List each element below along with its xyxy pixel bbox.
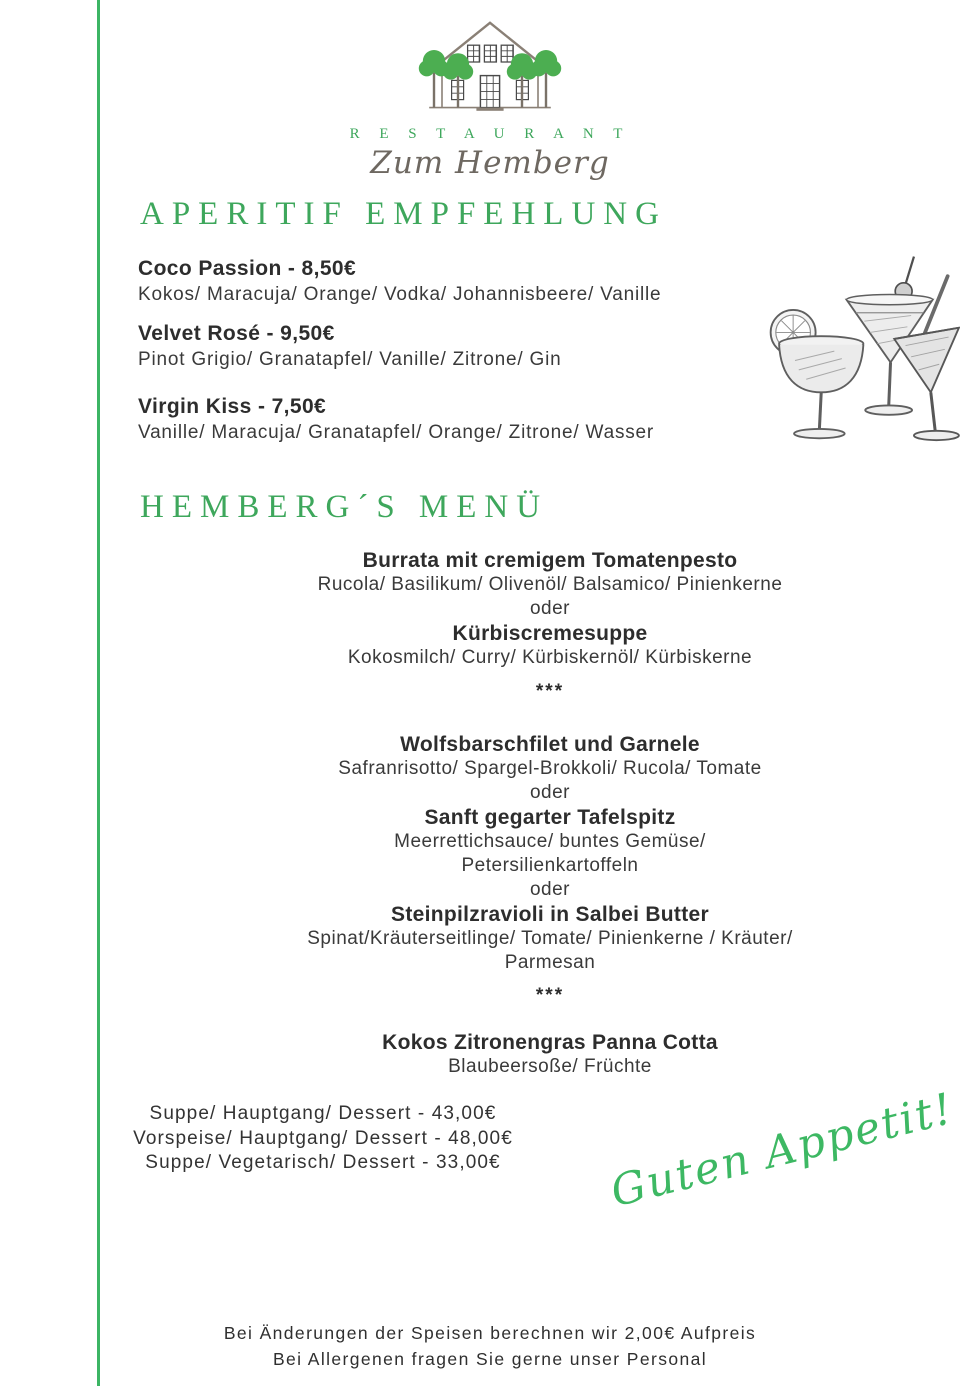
oder-label: oder (529, 598, 571, 619)
aperitif-heading: APERITIF EMPFEHLUNG (140, 196, 667, 232)
course-option-desc: Rucola/ Basilikum/ Olivenöl/ Balsamico/ Pinienkerne (317, 574, 783, 595)
pricing-line: Vorspeise/ Hauptgang/ Dessert - 48,00€ (133, 1127, 513, 1149)
left-green-rule (97, 0, 100, 1386)
aperitif-item (138, 321, 798, 372)
aperitif-item-desc: Kokos/ Maracuja/ Orange/ Vodka/ Johannisbeere/ Vanille (138, 284, 662, 305)
house-with-trees-icon (390, 18, 590, 122)
aperitif-item (138, 256, 798, 307)
course-option-desc: Kokosmilch/ Curry/ Kürbiskernöl/ Kürbiskerne (347, 647, 753, 668)
aperitif-item (138, 394, 798, 445)
menu-course-dessert (270, 1030, 830, 1079)
menu-course-mains (270, 732, 830, 975)
course-option-desc: Safranrisotto/ Spargel-Brokkoli/ Rucola/ Tomate (338, 758, 762, 779)
course-option-name: Kokos Zitronengras Panna Cotta (382, 1031, 718, 1054)
course-option-name: Sanft gegarter Tafelspitz (424, 806, 676, 829)
aperitif-item-name: Velvet Rosé - 9,50€ (138, 322, 335, 345)
oder-label: oder (529, 879, 571, 900)
footer-line: Bei Änderungen der Speisen berechnen wir 2,00€ Aufpreis (223, 1323, 757, 1343)
menu-course-starters (270, 548, 830, 670)
footer-notes (0, 1320, 980, 1372)
course-option-name: Wolfsbarschfilet und Garnele (400, 733, 700, 756)
pricing-line: Suppe/ Vegetarisch/ Dessert - 33,00€ (145, 1152, 501, 1173)
course-option-name: Burrata mit cremigem Tomatenpesto (362, 549, 738, 572)
cocktails-illustration-icon (763, 250, 960, 442)
guten-appetit-script: Guten Appetit! (605, 1083, 959, 1218)
restaurant-logo (0, 18, 980, 181)
aperitif-item-name: Coco Passion - 8,50€ (138, 257, 357, 280)
logo-restaurant-name: Zum Hemberg (370, 145, 610, 181)
menu-heading: HEMBERG´S MENÜ (140, 489, 549, 525)
pricing-line: Suppe/ Hauptgang/ Dessert - 43,00€ (149, 1103, 497, 1124)
aperitif-item-desc: Pinot Grigio/ Granatapfel/ Vanille/ Zitrone/ Gin (138, 349, 562, 370)
course-option-name: Kürbiscremesuppe (452, 622, 648, 645)
footer-line: Bei Allergenen fragen Sie gerne unser Personal (272, 1349, 708, 1369)
course-option-desc: Spinat/Kräuterseitlinge/ Tomate/ Pinienkerne / Kräuter/ Parmesan (307, 928, 793, 973)
aperitif-item-name: Virgin Kiss - 7,50€ (138, 395, 327, 418)
course-separator: *** (535, 681, 565, 702)
aperitif-item-desc: Vanille/ Maracuja/ Granatapfel/ Orange/ Zitrone/ Wasser (138, 422, 655, 443)
oder-label: oder (529, 782, 571, 803)
course-option-name: Steinpilzravioli in Salbei Butter (391, 903, 709, 926)
course-separator: *** (535, 985, 565, 1006)
menu-pricing (98, 1102, 548, 1176)
course-option-desc: Meerrettichsauce/ buntes Gemüse/ Petersilienkartoffeln (394, 831, 706, 876)
course-option-desc: Blaubeersoße/ Früchte (448, 1056, 652, 1077)
logo-restaurant-label: R E S T A U R A N T (349, 126, 631, 142)
